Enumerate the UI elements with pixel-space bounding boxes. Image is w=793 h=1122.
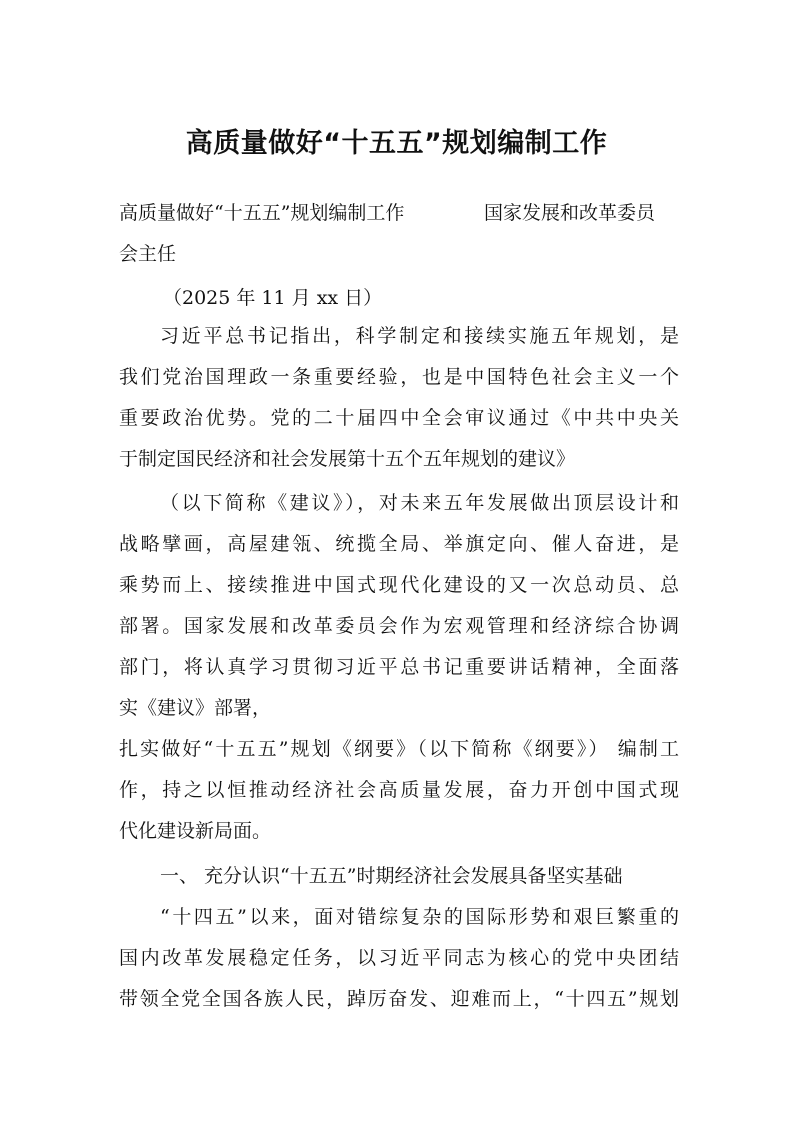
text-line: 部门，将认真学习贯彻习近平总书记重要讲话精神，全面落 <box>119 656 679 678</box>
text-line: 部署。国家发展和改革委员会作为宏观管理和经济综合协调 <box>119 615 679 637</box>
text-line: 会主任 <box>119 243 177 265</box>
text-line: 实《建议》部署， <box>119 697 272 719</box>
text-line: 乘势而上、接续推进中国式现代化建设的又一次总动员、总 <box>119 574 679 596</box>
text-line: 战略擘画，高屋建瓴、统揽全局、举旗定向、催人奋进，是 <box>119 533 679 555</box>
section-heading: 一、 充分认识“十五五”时期经济社会发展具备坚实基础 <box>160 865 623 887</box>
text-line: 重要政治优势。党的二十届四中全会审议通过《中共中央关 <box>119 407 679 429</box>
text-line: 作，持之以恒推动经济社会高质量发展，奋力开创中国式现 <box>119 779 679 801</box>
subtitle-line <box>119 195 679 231</box>
text-line: 我们党治国理政一条重要经验，也是中国特色社会主义一个 <box>119 366 679 388</box>
document-title: 高质量做好“十五五”规划编制工作 <box>185 128 608 159</box>
text-line: 习近平总书记指出，科学制定和接续实施五年规划，是 <box>160 325 679 347</box>
text-line: （以下简称《建议》），对未来五年发展做出顶层设计和 <box>160 492 679 514</box>
text-line: 扎实做好“十五五”规划《纲要》（以下简称《纲要》） 编制工 <box>119 738 679 760</box>
text-line: 代化建设新局面。 <box>119 820 272 842</box>
text-line: “十四五”以来，面对错综复杂的国际形势和艰巨繁重的 <box>160 906 679 928</box>
author-text: 国家发展和改革委员 <box>484 202 656 224</box>
date-line: （2025 年 11 月 xx 日） <box>163 287 383 309</box>
text-line: 国内改革发展稳定任务，以习近平同志为核心的党中央团结 <box>119 947 679 969</box>
text-line: 带领全党全国各族人民，踔厉奋发、迎难而上，“十四五”规划 <box>119 988 679 1010</box>
subtitle-text: 高质量做好“十五五”规划编制工作 <box>119 202 405 224</box>
text-line: 于制定国民经济和社会发展第十五个五年规划的建议》 <box>119 448 576 470</box>
